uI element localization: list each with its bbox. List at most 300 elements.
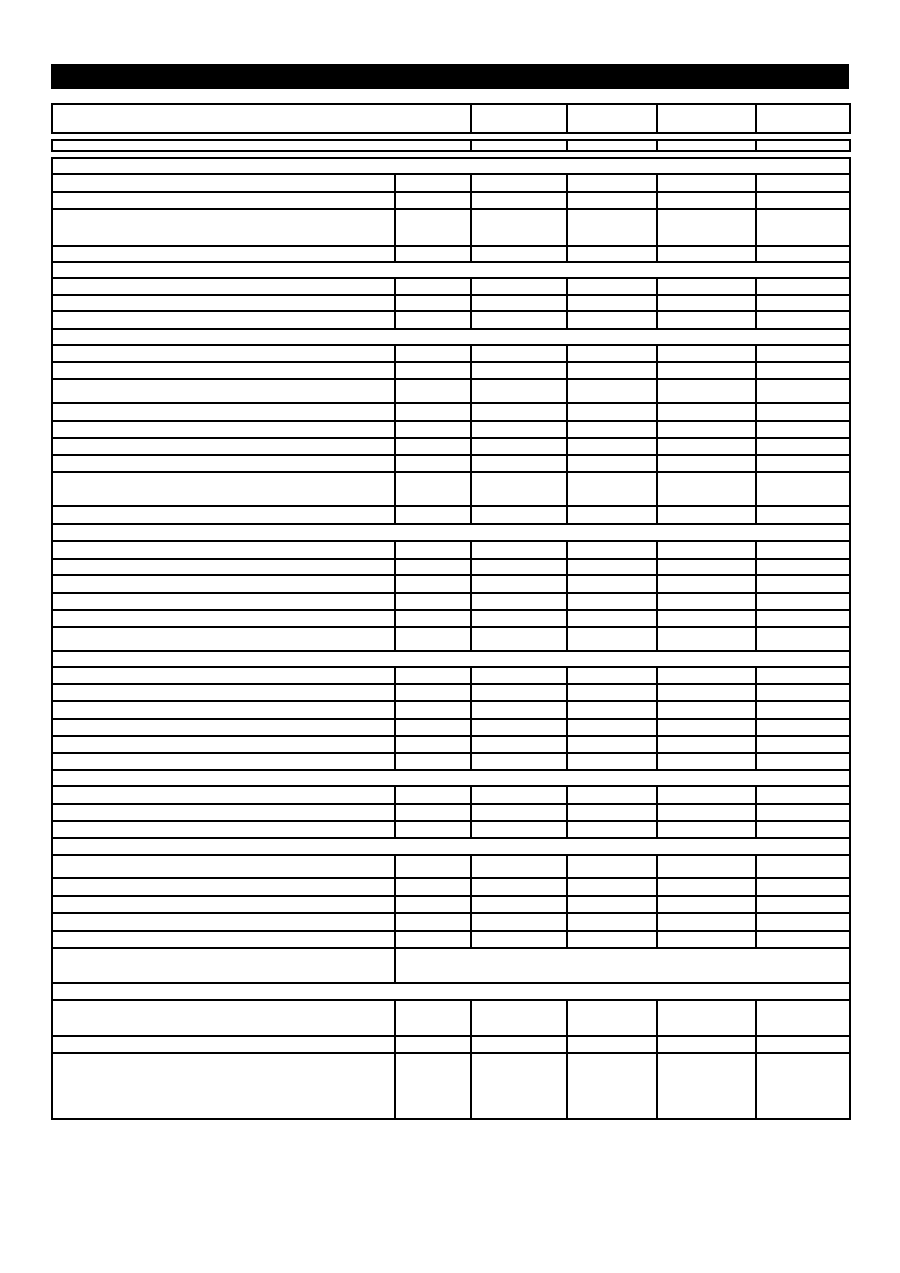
value-cell — [657, 804, 756, 821]
form-row — [52, 311, 850, 329]
title-bar — [51, 64, 849, 89]
value-cell — [756, 786, 850, 804]
value-cell — [567, 896, 657, 913]
section-cell — [52, 770, 850, 786]
value-cell — [657, 174, 756, 192]
value-cell — [657, 667, 756, 684]
value-cell — [471, 610, 567, 627]
form-row — [52, 209, 850, 246]
form-row — [52, 472, 850, 506]
value-cell — [657, 278, 756, 295]
label-cell — [52, 559, 395, 575]
value-cell — [657, 379, 756, 403]
grid-table — [51, 139, 851, 152]
value-cell — [657, 104, 756, 133]
section-cell — [52, 524, 850, 541]
value-cell — [395, 345, 471, 362]
value-cell — [471, 913, 567, 931]
value-cell — [395, 627, 471, 651]
value-cell — [567, 786, 657, 804]
grid-table — [51, 157, 851, 1120]
value-cell — [756, 878, 850, 896]
value-cell — [471, 345, 567, 362]
value-cell — [471, 209, 567, 246]
form-row — [52, 140, 850, 151]
value-cell — [657, 541, 756, 559]
value-cell — [395, 804, 471, 821]
value-cell — [471, 1053, 567, 1119]
form-row — [52, 421, 850, 438]
value-cell — [756, 593, 850, 610]
value-cell — [471, 455, 567, 472]
value-cell — [471, 379, 567, 403]
form-row — [52, 786, 850, 804]
value-cell — [756, 627, 850, 651]
value-cell — [756, 855, 850, 878]
value-cell — [657, 913, 756, 931]
label-cell — [52, 575, 395, 593]
value-cell — [567, 878, 657, 896]
value-cell — [756, 1053, 850, 1119]
value-cell — [567, 541, 657, 559]
form-row — [52, 295, 850, 311]
value-cell — [395, 1053, 471, 1119]
value-cell — [567, 209, 657, 246]
value-cell — [657, 627, 756, 651]
value-cell — [567, 506, 657, 524]
form-row — [52, 736, 850, 753]
value-cell — [567, 362, 657, 379]
value-cell — [756, 472, 850, 506]
value-cell — [567, 311, 657, 329]
value-cell — [657, 403, 756, 421]
value-cell — [395, 472, 471, 506]
value-cell — [756, 1000, 850, 1036]
label-cell — [52, 174, 395, 192]
section-header-row — [52, 838, 850, 855]
value-cell — [657, 896, 756, 913]
value-cell — [395, 438, 471, 455]
form-row — [52, 753, 850, 770]
value-cell — [567, 1053, 657, 1119]
form-row — [52, 610, 850, 627]
value-cell — [567, 421, 657, 438]
value-cell — [567, 472, 657, 506]
value-cell — [756, 379, 850, 403]
value-cell — [471, 593, 567, 610]
value-cell — [471, 438, 567, 455]
value-cell — [471, 1000, 567, 1036]
label-cell — [52, 821, 395, 838]
value-cell — [657, 701, 756, 719]
label-cell — [52, 684, 395, 701]
value-cell — [395, 559, 471, 575]
section-header-row — [52, 983, 850, 1000]
section-header-row — [52, 158, 850, 174]
label-cell — [52, 421, 395, 438]
label-cell — [52, 753, 395, 770]
value-cell — [657, 209, 756, 246]
value-cell — [657, 684, 756, 701]
value-cell — [471, 786, 567, 804]
value-cell — [395, 753, 471, 770]
label-cell — [52, 209, 395, 246]
value-cell — [395, 379, 471, 403]
value-cell — [756, 684, 850, 701]
value-cell — [567, 855, 657, 878]
value-cell — [567, 610, 657, 627]
form-row — [52, 345, 850, 362]
value-cell — [567, 821, 657, 838]
value-cell — [567, 174, 657, 192]
value-cell — [471, 804, 567, 821]
value-cell — [756, 104, 850, 133]
value-cell — [395, 821, 471, 838]
section-cell — [52, 262, 850, 278]
form-row — [52, 174, 850, 192]
value-cell — [657, 821, 756, 838]
section-cell — [52, 329, 850, 345]
label-cell — [52, 913, 395, 931]
value-cell — [395, 403, 471, 421]
value-cell — [471, 506, 567, 524]
value-cell — [567, 104, 657, 133]
value-cell — [756, 804, 850, 821]
section-header-row — [52, 770, 850, 786]
value-cell — [567, 593, 657, 610]
value-cell — [567, 719, 657, 736]
value-cell — [567, 684, 657, 701]
section-cell — [52, 651, 850, 667]
value-cell — [657, 246, 756, 262]
value-cell — [471, 701, 567, 719]
label-cell — [52, 786, 395, 804]
label-cell — [52, 311, 395, 329]
label-cell — [52, 192, 395, 209]
form-row — [52, 627, 850, 651]
value-cell — [657, 931, 756, 948]
value-cell — [756, 455, 850, 472]
label-cell — [52, 140, 471, 151]
form-row — [52, 403, 850, 421]
value-cell — [657, 311, 756, 329]
label-cell — [52, 345, 395, 362]
value-cell — [395, 1036, 471, 1053]
value-cell — [756, 295, 850, 311]
value-cell — [657, 610, 756, 627]
value-cell — [471, 362, 567, 379]
form-row — [52, 667, 850, 684]
value-cell — [567, 753, 657, 770]
value-cell — [395, 701, 471, 719]
value-cell — [756, 246, 850, 262]
label-cell — [52, 701, 395, 719]
value-cell — [756, 362, 850, 379]
value-cell — [567, 192, 657, 209]
value-cell — [567, 438, 657, 455]
value-cell — [657, 753, 756, 770]
value-cell — [657, 455, 756, 472]
value-cell — [471, 192, 567, 209]
value-cell — [756, 421, 850, 438]
merged-value-cell — [395, 948, 850, 983]
form-row — [52, 278, 850, 295]
value-cell — [567, 667, 657, 684]
value-cell — [395, 667, 471, 684]
section-cell — [52, 158, 850, 174]
value-cell — [567, 1000, 657, 1036]
form-row — [52, 541, 850, 559]
value-cell — [567, 931, 657, 948]
label-cell — [52, 506, 395, 524]
value-cell — [395, 575, 471, 593]
label-cell — [52, 438, 395, 455]
value-cell — [395, 192, 471, 209]
value-cell — [657, 472, 756, 506]
section-header-row — [52, 329, 850, 345]
value-cell — [756, 821, 850, 838]
label-cell — [52, 1053, 395, 1119]
value-cell — [657, 786, 756, 804]
value-cell — [756, 913, 850, 931]
form-row — [52, 855, 850, 878]
value-cell — [756, 701, 850, 719]
label-cell — [52, 1000, 395, 1036]
value-cell — [471, 931, 567, 948]
value-cell — [657, 593, 756, 610]
value-cell — [756, 575, 850, 593]
value-cell — [471, 403, 567, 421]
value-cell — [657, 192, 756, 209]
value-cell — [756, 896, 850, 913]
form-row — [52, 684, 850, 701]
value-cell — [657, 855, 756, 878]
value-cell — [756, 931, 850, 948]
value-cell — [567, 913, 657, 931]
label-cell — [52, 878, 395, 896]
value-cell — [756, 345, 850, 362]
form-row — [52, 1036, 850, 1053]
value-cell — [657, 506, 756, 524]
value-cell — [756, 209, 850, 246]
label-cell — [52, 896, 395, 913]
form-row — [52, 192, 850, 209]
value-cell — [657, 1036, 756, 1053]
value-cell — [395, 896, 471, 913]
value-cell — [657, 1000, 756, 1036]
label-cell — [52, 379, 395, 403]
value-cell — [756, 278, 850, 295]
form-row — [52, 1000, 850, 1036]
value-cell — [471, 174, 567, 192]
section-header-row — [52, 651, 850, 667]
value-cell — [471, 311, 567, 329]
label-cell — [52, 455, 395, 472]
value-cell — [756, 667, 850, 684]
label-cell — [52, 627, 395, 651]
value-cell — [567, 559, 657, 575]
value-cell — [567, 403, 657, 421]
form-row — [52, 1053, 850, 1119]
value-cell — [471, 575, 567, 593]
value-cell — [471, 896, 567, 913]
value-cell — [567, 455, 657, 472]
value-cell — [395, 541, 471, 559]
value-cell — [471, 821, 567, 838]
value-cell — [567, 379, 657, 403]
section-header-row — [52, 524, 850, 541]
value-cell — [395, 684, 471, 701]
value-cell — [471, 878, 567, 896]
value-cell — [471, 855, 567, 878]
value-cell — [657, 421, 756, 438]
merged-row — [52, 948, 850, 983]
value-cell — [471, 753, 567, 770]
value-cell — [567, 804, 657, 821]
value-cell — [756, 174, 850, 192]
value-cell — [395, 593, 471, 610]
value-cell — [471, 541, 567, 559]
value-cell — [395, 278, 471, 295]
label-cell — [52, 278, 395, 295]
label-cell — [52, 593, 395, 610]
value-cell — [395, 736, 471, 753]
section-cell — [52, 838, 850, 855]
value-cell — [395, 362, 471, 379]
value-cell — [756, 311, 850, 329]
value-cell — [756, 610, 850, 627]
value-cell — [395, 295, 471, 311]
grid-table — [51, 103, 851, 134]
form-row — [52, 821, 850, 838]
value-cell — [395, 311, 471, 329]
label-cell — [52, 472, 395, 506]
label-cell — [52, 719, 395, 736]
form-row — [52, 246, 850, 262]
value-cell — [567, 736, 657, 753]
value-cell — [471, 104, 567, 133]
value-cell — [756, 438, 850, 455]
value-cell — [567, 140, 657, 151]
value-cell — [756, 140, 850, 151]
form-row — [52, 931, 850, 948]
value-cell — [395, 786, 471, 804]
value-cell — [395, 246, 471, 262]
value-cell — [471, 140, 567, 151]
form-row — [52, 804, 850, 821]
label-cell — [52, 804, 395, 821]
form-row — [52, 878, 850, 896]
label-cell — [52, 1036, 395, 1053]
value-cell — [567, 701, 657, 719]
label-cell — [52, 610, 395, 627]
section-cell — [52, 983, 850, 1000]
value-cell — [657, 575, 756, 593]
value-cell — [395, 455, 471, 472]
form-row — [52, 593, 850, 610]
value-cell — [395, 1000, 471, 1036]
value-cell — [756, 506, 850, 524]
value-cell — [395, 719, 471, 736]
label-cell — [52, 403, 395, 421]
value-cell — [471, 295, 567, 311]
value-cell — [471, 719, 567, 736]
value-cell — [471, 736, 567, 753]
value-cell — [756, 736, 850, 753]
value-cell — [657, 140, 756, 151]
value-cell — [395, 506, 471, 524]
value-cell — [657, 295, 756, 311]
value-cell — [395, 931, 471, 948]
value-cell — [567, 575, 657, 593]
form-row — [52, 438, 850, 455]
form-row — [52, 559, 850, 575]
value-cell — [657, 438, 756, 455]
value-cell — [657, 362, 756, 379]
value-cell — [756, 753, 850, 770]
value-cell — [756, 541, 850, 559]
form-row — [52, 455, 850, 472]
value-cell — [471, 684, 567, 701]
value-cell — [657, 559, 756, 575]
label-cell — [52, 667, 395, 684]
value-cell — [471, 667, 567, 684]
value-cell — [395, 855, 471, 878]
value-cell — [756, 403, 850, 421]
value-cell — [471, 1036, 567, 1053]
label-cell — [52, 855, 395, 878]
label-cell — [52, 736, 395, 753]
value-cell — [657, 736, 756, 753]
value-cell — [395, 913, 471, 931]
form-row — [52, 896, 850, 913]
label-cell — [52, 246, 395, 262]
value-cell — [756, 559, 850, 575]
label-cell — [52, 362, 395, 379]
value-cell — [756, 192, 850, 209]
value-cell — [657, 345, 756, 362]
value-cell — [567, 345, 657, 362]
value-cell — [395, 610, 471, 627]
value-cell — [395, 421, 471, 438]
value-cell — [657, 1053, 756, 1119]
form-row — [52, 379, 850, 403]
label-cell — [52, 295, 395, 311]
value-cell — [567, 278, 657, 295]
label-cell — [52, 104, 471, 133]
label-cell — [52, 541, 395, 559]
value-cell — [471, 627, 567, 651]
value-cell — [756, 719, 850, 736]
value-cell — [567, 1036, 657, 1053]
form-row — [52, 719, 850, 736]
value-cell — [471, 278, 567, 295]
value-cell — [471, 472, 567, 506]
value-cell — [395, 174, 471, 192]
value-cell — [657, 878, 756, 896]
value-cell — [567, 246, 657, 262]
value-cell — [395, 878, 471, 896]
form-row — [52, 701, 850, 719]
label-cell — [52, 948, 395, 983]
value-cell — [471, 559, 567, 575]
value-cell — [471, 421, 567, 438]
value-cell — [395, 209, 471, 246]
value-cell — [471, 246, 567, 262]
value-cell — [756, 1036, 850, 1053]
value-cell — [657, 719, 756, 736]
label-cell — [52, 931, 395, 948]
